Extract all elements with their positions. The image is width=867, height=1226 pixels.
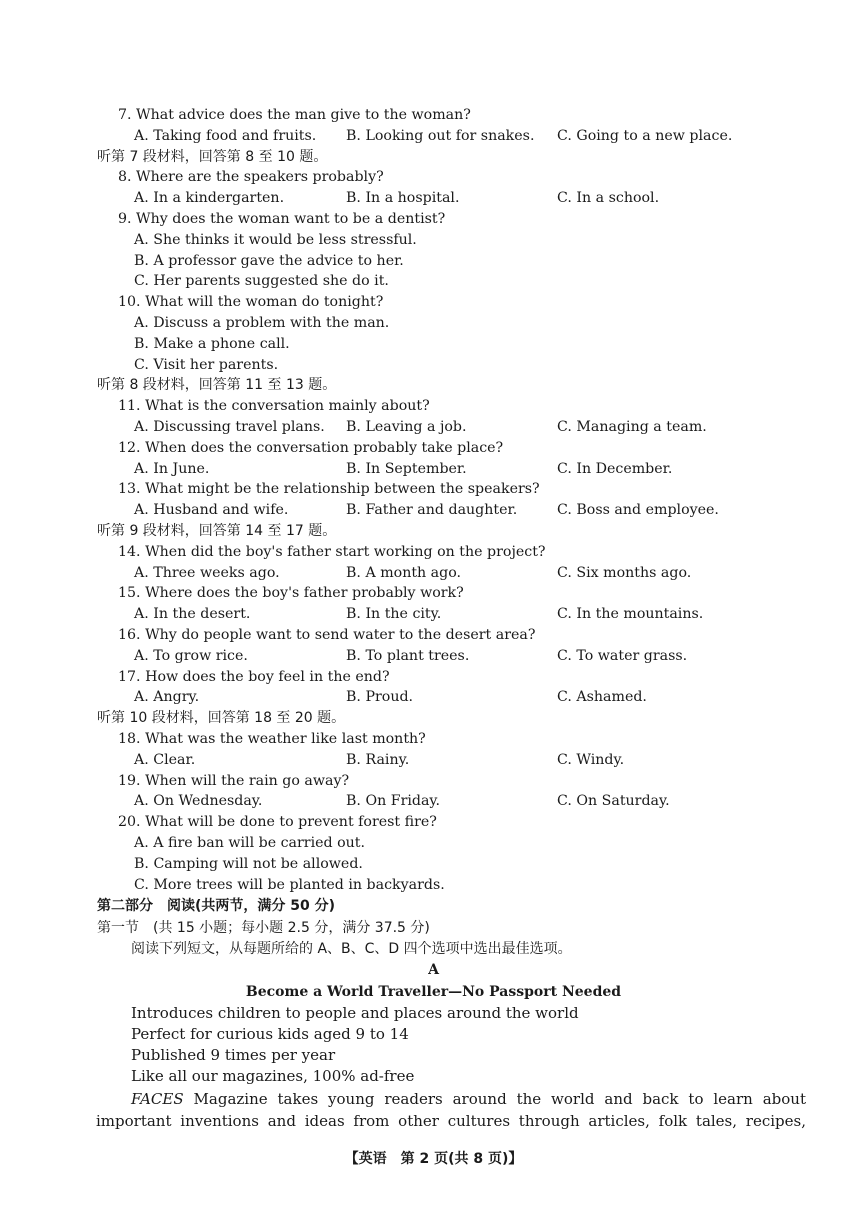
answer-option: C. In December. bbox=[557, 460, 673, 477]
question-stem: 20. What will be done to prevent forest fire? bbox=[118, 814, 437, 831]
answer-option: A. Taking food and fruits. bbox=[134, 127, 317, 144]
question-stem: 18. What was the weather like last month? bbox=[118, 731, 426, 747]
answer-option: C. In a school. bbox=[557, 190, 660, 207]
question-stem: 7. What advice does the man give to the woman? bbox=[118, 107, 471, 123]
answer-option: C. Windy. bbox=[557, 751, 625, 768]
question-stem: 15. Where does the boy's father probably work? bbox=[118, 585, 464, 602]
question-stem: 12. When does the conversation probably take place? bbox=[118, 439, 504, 456]
answer-option: A. Husband and wife. bbox=[134, 502, 289, 519]
section1-heading: 第一节 (共 15 小题；每小题 2.5 分，满分 37.5 分) bbox=[97, 920, 430, 936]
bullet-1: Introduces children to people and places around the world bbox=[131, 1004, 579, 1022]
answer-option: A. Discuss a problem with the man. bbox=[134, 315, 390, 331]
answer-option: B. Leaving a job. bbox=[346, 419, 467, 435]
question-stem: 17. How does the boy feel in the end? bbox=[118, 668, 390, 685]
answer-option: A. In June. bbox=[134, 460, 210, 477]
answer-option: B. Father and daughter. bbox=[346, 502, 518, 519]
answer-option: B. In a hospital. bbox=[346, 190, 460, 207]
answer-option: A. In the desert. bbox=[134, 606, 251, 623]
answer-option: C. Managing a team. bbox=[557, 419, 707, 435]
answer-option: B. In September. bbox=[346, 460, 467, 477]
part2-heading: 第二部分 阅读(共两节，满分 50 分) bbox=[97, 898, 336, 914]
answer-option: A. Clear. bbox=[134, 751, 196, 768]
answer-option: B. To plant trees. bbox=[346, 647, 470, 664]
answer-option: C. Visit her parents. bbox=[134, 356, 279, 373]
section-instruction: 听第 8 段材料，回答第 11 至 13 题。 bbox=[97, 377, 337, 394]
question-stem: 10. What will the woman do tonight? bbox=[118, 294, 384, 311]
answer-option: A. In a kindergarten. bbox=[134, 190, 285, 207]
paragraph-line-1 bbox=[96, 1088, 806, 1110]
passage-letter: A bbox=[428, 962, 439, 978]
answer-option: C. Ashamed. bbox=[557, 689, 647, 706]
passage-paragraph bbox=[96, 1088, 806, 1132]
question-stem: 13. What might be the relationship between the speakers? bbox=[118, 481, 540, 498]
answer-option: B. On Friday. bbox=[346, 793, 441, 810]
answer-option: B. In the city. bbox=[346, 606, 442, 623]
answer-option: A. To grow rice. bbox=[134, 647, 248, 664]
answer-option: C. Six months ago. bbox=[557, 564, 692, 581]
question-stem: 14. When did the boy's father start working on the project? bbox=[118, 543, 546, 560]
answer-option: B. Make a phone call. bbox=[134, 335, 290, 352]
reading-instructions: 阅读下列短文，从每题所给的 A、B、C、D 四个选项中选出最佳选项。 bbox=[131, 941, 572, 957]
answer-option: A. Angry. bbox=[134, 689, 200, 706]
question-stem: 19. When will the rain go away? bbox=[118, 772, 350, 789]
passage-title: Become a World Traveller—No Passport Needed bbox=[245, 984, 622, 1000]
answer-option: B. Rainy. bbox=[346, 751, 410, 768]
answer-option: B. A professor gave the advice to her. bbox=[134, 252, 404, 269]
answer-option: A. Three weeks ago. bbox=[134, 564, 280, 581]
paragraph-line-1-text: Magazine takes young readers around the world and back to learn about bbox=[183, 1090, 806, 1108]
answer-option: A. She thinks it would be less stressful. bbox=[134, 231, 417, 248]
question-stem: 11. What is the conversation mainly about? bbox=[118, 398, 430, 415]
question-stem: 9. Why does the woman want to be a dentist? bbox=[118, 211, 446, 227]
answer-option: A. Discussing travel plans. bbox=[134, 419, 325, 435]
answer-option: C. Boss and employee. bbox=[557, 502, 719, 519]
question-stem: 8. Where are the speakers probably? bbox=[118, 169, 384, 186]
answer-option: C. More trees will be planted in backyards. bbox=[134, 876, 445, 893]
question-stem: 16. Why do people want to send water to the desert area? bbox=[118, 627, 536, 643]
section-instruction: 听第 9 段材料，回答第 14 至 17 题。 bbox=[97, 523, 337, 539]
section-instruction: 听第 7 段材料，回答第 8 至 10 题。 bbox=[97, 148, 328, 165]
page-footer: 【英语 第 2 页(共 8 页)】 bbox=[344, 1151, 523, 1167]
answer-option: B. Camping will not be allowed. bbox=[134, 855, 363, 872]
answer-option: C. To water grass. bbox=[557, 647, 688, 664]
answer-option: C. On Saturday. bbox=[557, 793, 670, 810]
answer-option: B. Looking out for snakes. bbox=[346, 127, 535, 144]
answer-option: C. Her parents suggested she do it. bbox=[134, 273, 389, 290]
magazine-name: FACES bbox=[131, 1090, 184, 1108]
answer-option: C. Going to a new place. bbox=[557, 127, 733, 144]
section-instruction: 听第 10 段材料，回答第 18 至 20 题。 bbox=[97, 710, 346, 727]
paragraph-line-2: important inventions and ideas from other cultures through articles, folk tales, recipes, bbox=[96, 1112, 806, 1130]
answer-option: B. Proud. bbox=[346, 689, 414, 706]
bullet-2: Perfect for curious kids aged 9 to 14 bbox=[131, 1025, 409, 1043]
bullet-3: Published 9 times per year bbox=[131, 1046, 336, 1064]
answer-option: C. In the mountains. bbox=[557, 606, 704, 623]
answer-option: A. A fire ban will be carried out. bbox=[134, 835, 365, 851]
answer-option: B. A month ago. bbox=[346, 564, 462, 581]
bullet-4: Like all our magazines, 100% ad-free bbox=[131, 1067, 415, 1085]
answer-option: A. On Wednesday. bbox=[134, 793, 263, 810]
